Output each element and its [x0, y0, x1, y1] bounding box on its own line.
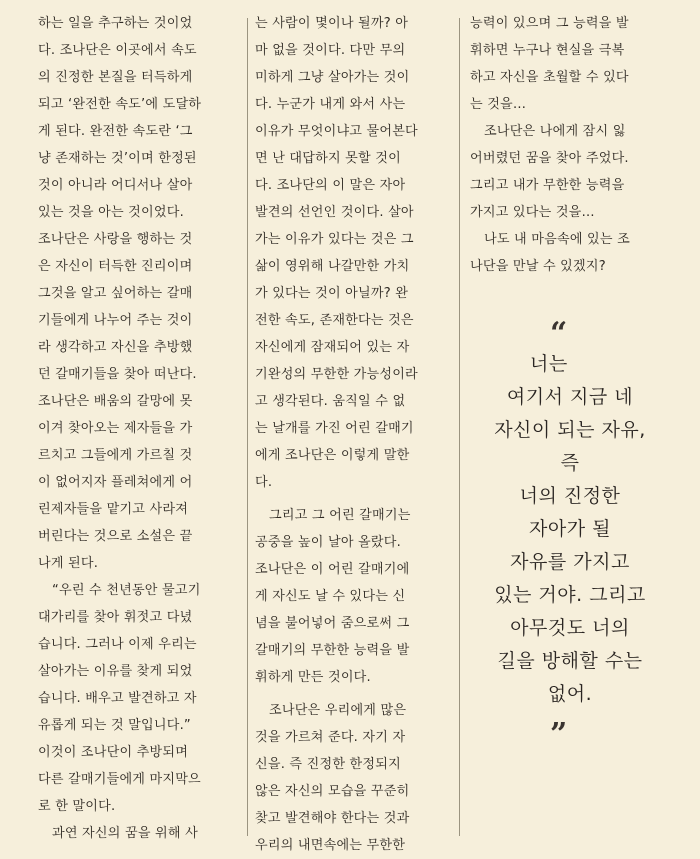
- text-line: 버린다는 것으로 소설은 끝: [38, 529, 193, 544]
- text-line: 린제자들을 맡기고 사라져: [38, 502, 189, 517]
- text-line: 되고 ‘완전한 속도’에 도달하: [38, 97, 202, 112]
- text-line: 휘하면 누구나 현실을 극복: [470, 43, 625, 58]
- text-line: 신을. 즉 진정한 한정되지: [255, 757, 401, 772]
- open-quote-mark: “: [550, 316, 568, 351]
- text-line: 하고 자신을 초월할 수 있다: [470, 70, 629, 85]
- text-line: 조나단은 사랑을 행하는 것: [38, 232, 193, 247]
- text-line: 나게 된다.: [38, 556, 99, 571]
- text-line: 그리고 내가 무한한 능력을: [470, 178, 625, 193]
- text-line: 가지고 있다는 것을…: [470, 205, 595, 220]
- pull-quote-line: 즉: [560, 452, 580, 474]
- text-line: 로 한 말이다.: [38, 799, 116, 814]
- pull-quote: [470, 316, 670, 752]
- text-line: 고 생각된다. 움직일 수 없: [255, 394, 406, 409]
- text-line: 능력이 있으며 그 능력을 발: [470, 16, 629, 31]
- pull-quote-line: 너의 진정한: [519, 485, 621, 507]
- text-line: 이 없어지자 플레쳐에게 어: [38, 475, 193, 490]
- text-line: 다. 누군가 내게 와서 사는: [255, 97, 406, 112]
- pull-quote-line: 아무것도 너의: [510, 617, 630, 639]
- text-column-middle: [255, 10, 449, 859]
- text-line: 그리고 그 어린 갈매기는: [269, 508, 411, 523]
- text-line: 마 없을 것이다. 다만 무의: [255, 43, 406, 58]
- text-line: 게 자신도 날 수 있다는 신: [255, 589, 406, 604]
- text-line: 어버렸던 꿈을 찾아 주었다.: [470, 151, 629, 166]
- text-line: 전한 속도, 존재한다는 것은: [255, 313, 414, 328]
- text-line: 않은 자신의 모습을 꾸준히: [255, 784, 410, 799]
- text-line: 미하게 그냥 살아가는 것이: [255, 70, 410, 85]
- text-line: 다. 조나단의 이 말은 자아: [255, 178, 406, 193]
- text-line: 념을 불어넣어 줌으로써 그: [255, 616, 410, 631]
- text-line: 다른 갈매기들에게 마지막으: [38, 772, 201, 787]
- text-line: 던 갈매기들을 찾아 떠난다.: [38, 367, 197, 382]
- column-divider-1: [247, 18, 248, 836]
- text-line: 조나단은 이 어린 갈매기에: [255, 562, 410, 577]
- pull-quote-line: 여기서 지금 네: [506, 386, 634, 408]
- pull-quote-line: 없어.: [547, 683, 593, 705]
- text-line: 갈매기의 무한한 능력을 발: [255, 643, 410, 658]
- pull-quote-line: 있는 거야. 그리고: [494, 584, 646, 606]
- text-column-left: [38, 10, 246, 847]
- text-line: 기완성의 무한한 가능성이라: [255, 367, 418, 382]
- text-line: 이것이 조나단이 추방되며: [38, 745, 189, 760]
- text-line: 유롭게 되는 것 말입니다.”: [38, 718, 191, 733]
- text-line: 은 자신이 터득한 진리이며: [38, 259, 193, 274]
- text-line: 기들에게 나누어 주는 것이: [38, 313, 193, 328]
- text-line: 라 생각하고 자신을 추방했: [38, 340, 193, 355]
- text-line: 과연 자신의 꿈을 위해 사: [52, 826, 198, 841]
- close-quote-mark: ”: [550, 717, 568, 752]
- text-line: 나도 내 마음속에 있는 조: [484, 232, 630, 247]
- text-line: 는 날개를 가진 어린 갈매기: [255, 421, 414, 436]
- text-line: 는 것을…: [470, 97, 527, 112]
- text-line: 휘하게 만든 것이다.: [255, 670, 371, 685]
- pull-quote-line: 너는: [530, 353, 568, 375]
- text-line: 다.: [255, 475, 273, 490]
- text-line: 조나단은 우리에게 많은: [269, 703, 407, 718]
- pull-quote-line: 자신이 되는 자유,: [494, 419, 646, 441]
- text-line: 습니다. 그러나 이제 우리는: [38, 637, 197, 652]
- text-line: 의 진정한 본질을 터득하게: [38, 70, 193, 85]
- text-line: 가는 이유가 있다는 것은 그: [255, 232, 414, 247]
- text-line: 찾고 발견해야 한다는 것과: [255, 811, 410, 826]
- text-line: 가 있다는 것이 아닐까? 완: [255, 286, 409, 301]
- text-line: 면 난 대답하지 못할 것이: [255, 151, 401, 166]
- text-line: 자신에게 잠재되어 있는 자: [255, 340, 410, 355]
- text-line: 대가리를 찾아 휘젓고 다녔: [38, 610, 193, 625]
- text-line: 르치고 그들에게 가르칠 것: [38, 448, 193, 463]
- column-divider-2: [459, 18, 460, 836]
- text-line: 게 된다. 완전한 속도란 ‘그: [38, 124, 193, 139]
- text-line: 것이 아니라 어디서나 살아: [38, 178, 193, 193]
- pull-quote-line: 자아가 될: [529, 518, 611, 540]
- text-line: 이유가 무엇이냐고 물어본다: [255, 124, 418, 139]
- text-line: 는 사람이 몇이나 될까? 아: [255, 16, 409, 31]
- text-line: 이겨 찾아오는 제자들을 가: [38, 421, 193, 436]
- text-line: 습니다. 배우고 발견하고 자: [38, 691, 197, 706]
- text-line: 살아가는 이유를 찾게 되었: [38, 664, 193, 679]
- text-line: 그것을 알고 싶어하는 갈매: [38, 286, 193, 301]
- text-line: 있는 것을 아는 것이었다.: [38, 205, 184, 220]
- pull-quote-line: 길을 방해할 수는: [497, 650, 643, 672]
- text-line: 우리의 내면속에는 무한한: [255, 838, 406, 853]
- text-line: “우린 수 천년동안 물고기: [52, 583, 201, 598]
- text-line: 냥 존재하는 것’이며 한정된: [38, 151, 197, 166]
- text-line: 삶이 영위해 나갈만한 가치: [255, 259, 410, 274]
- text-line: 조나단은 나에게 잠시 잃: [484, 124, 626, 139]
- text-line: 것을 가르쳐 준다. 자기 자: [255, 730, 406, 745]
- pull-quote-line: 자유를 가지고: [510, 551, 630, 573]
- text-line: 다. 조나단은 이곳에서 속도: [38, 43, 197, 58]
- text-line: 나단을 만날 수 있겠지?: [470, 259, 606, 274]
- text-line: 발견의 선언인 것이다. 살아: [255, 205, 414, 220]
- text-line: 에게 조나단은 이렇게 말한: [255, 448, 410, 463]
- text-line: 공중을 높이 날아 올랐다.: [255, 535, 401, 550]
- text-line: 조나단은 배움의 갈망에 못: [38, 394, 193, 409]
- text-column-right: [470, 10, 670, 280]
- text-line: 하는 일을 추구하는 것이었: [38, 16, 193, 31]
